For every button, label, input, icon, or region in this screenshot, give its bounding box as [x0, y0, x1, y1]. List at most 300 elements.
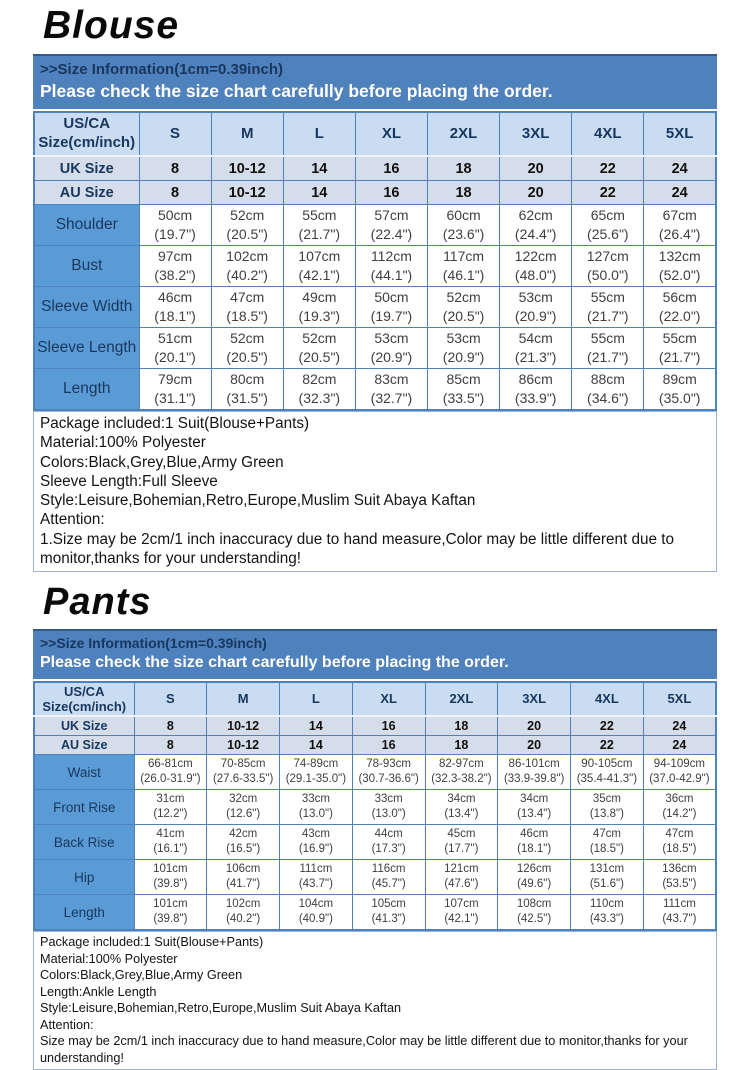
- measurement-cell: [280, 825, 353, 860]
- measurement-label: Length: [34, 369, 139, 411]
- value-cm: 97cm: [157, 248, 193, 265]
- value-cm: 35cm: [592, 793, 621, 806]
- measurement-label: Back Rise: [34, 825, 134, 860]
- measurement-cell: [139, 287, 211, 328]
- region-size-cell: 16: [355, 181, 427, 205]
- region-size-cell: 22: [571, 716, 644, 736]
- value-cm: 55cm: [662, 330, 697, 347]
- value-inch: (20.5"): [298, 349, 341, 365]
- value-inch: (22.0"): [658, 308, 701, 324]
- measurement-row: [34, 825, 716, 860]
- value-cm: 94-109cm: [653, 758, 705, 771]
- value-cm: 107cm: [444, 898, 479, 911]
- blouse-section: [33, 0, 717, 572]
- measurement-cell: [500, 246, 572, 287]
- note-line: Package included:1 Suit(Blouse+Pants): [40, 935, 264, 950]
- value-cm: 106cm: [225, 863, 261, 876]
- value-cm: 56cm: [662, 289, 697, 306]
- value-cm: 70-85cm: [220, 758, 266, 771]
- measurement-label: Shoulder: [34, 205, 139, 246]
- measurement-cell: [280, 895, 353, 931]
- value-cm: 105cm: [371, 898, 406, 911]
- measurement-cell: [352, 895, 425, 931]
- size-header-cell: 5XL: [643, 682, 716, 716]
- value-cm: 101cm: [153, 898, 188, 911]
- pants-size-table: [33, 681, 717, 931]
- table-header-row: [34, 682, 716, 716]
- region-size-cell: 16: [355, 156, 427, 181]
- size-header-cell: 2XL: [428, 112, 500, 156]
- region-size-cell: 18: [425, 736, 498, 755]
- measurement-cell: [207, 895, 280, 931]
- measurement-cell: [207, 790, 280, 825]
- region-size-cell: 8: [134, 716, 207, 736]
- value-inch: (40.2"): [226, 267, 268, 283]
- value-cm: 52cm: [302, 330, 337, 347]
- value-cm: 33cm: [301, 793, 330, 806]
- measurement-cell: [134, 895, 207, 931]
- measurement-cell: [572, 369, 644, 411]
- value-inch: (43.7"): [298, 878, 333, 891]
- value-cm: 86-101cm: [508, 758, 560, 771]
- note-line: Colors:Black,Grey,Blue,Army Green: [40, 968, 243, 983]
- measurement-cell: [355, 369, 427, 411]
- measurement-cell: [139, 328, 211, 369]
- measurement-cell: [280, 790, 353, 825]
- measurement-cell: [280, 755, 353, 790]
- value-inch: (26.4"): [658, 226, 701, 242]
- value-cm: 53cm: [518, 289, 553, 306]
- measurement-label: Bust: [34, 246, 139, 287]
- value-cm: 49cm: [302, 289, 337, 306]
- size-header-cell: L: [280, 682, 353, 716]
- region-size-cell: 8: [139, 156, 211, 181]
- pants-section: [33, 572, 717, 1070]
- value-inch: (16.1"): [153, 843, 188, 856]
- value-cm: 136cm: [662, 863, 697, 876]
- measurement-cell: [352, 825, 425, 860]
- value-cm: 65cm: [590, 207, 625, 224]
- measurement-cell: [355, 287, 427, 328]
- value-cm: 47cm: [230, 289, 265, 306]
- region-size-label: AU Size: [34, 736, 134, 755]
- value-cm: 107cm: [298, 248, 341, 265]
- measurement-cell: [425, 825, 498, 860]
- value-inch: (18.1"): [517, 843, 552, 856]
- value-cm: 52cm: [446, 289, 481, 306]
- value-inch: (21.3"): [514, 349, 557, 365]
- measurement-cell: [428, 328, 500, 369]
- value-inch: (42.5"): [517, 913, 552, 926]
- measurement-cell: [643, 790, 716, 825]
- value-inch: (26.0-31.9"): [140, 773, 201, 786]
- note-line: Material:100% Polyester: [40, 434, 206, 452]
- measurement-cell: [352, 755, 425, 790]
- value-cm: 46cm: [520, 828, 549, 841]
- value-inch: (33.5"): [442, 390, 485, 406]
- measurement-label: Front Rise: [34, 790, 134, 825]
- value-cm: 41cm: [156, 828, 185, 841]
- measurement-cell: [207, 860, 280, 895]
- value-inch: (21.7"): [587, 308, 629, 324]
- pants-notes-block: [33, 931, 717, 1070]
- value-inch: (13.0"): [298, 808, 333, 821]
- measurement-row: [34, 246, 716, 287]
- measurement-cell: [211, 205, 283, 246]
- region-size-cell: 10-12: [207, 736, 280, 755]
- measurement-row: [34, 790, 716, 825]
- size-header-cell: S: [139, 112, 211, 156]
- value-inch: (17.3"): [371, 843, 406, 856]
- value-cm: 126cm: [516, 863, 552, 876]
- measurement-cell: [207, 755, 280, 790]
- value-inch: (43.3"): [589, 913, 624, 926]
- value-inch: (50.0"): [587, 267, 629, 283]
- value-inch: (51.6"): [589, 878, 624, 891]
- size-header-cell: M: [207, 682, 280, 716]
- value-cm: 34cm: [447, 793, 476, 806]
- value-inch: (20.1"): [154, 349, 196, 365]
- measurement-cell: [644, 328, 716, 369]
- measurement-label: Hip: [34, 860, 134, 895]
- measurement-cell: [498, 895, 571, 931]
- region-size-cell: 10-12: [207, 716, 280, 736]
- measurement-cell: [139, 205, 211, 246]
- value-cm: 108cm: [516, 898, 552, 911]
- measurement-cell: [571, 790, 644, 825]
- value-inch: (12.2"): [153, 808, 188, 821]
- measurement-cell: [283, 328, 355, 369]
- region-size-cell: 22: [572, 156, 644, 181]
- measurement-cell: [498, 755, 571, 790]
- value-cm: 36cm: [665, 793, 694, 806]
- measurement-cell: [425, 895, 498, 931]
- value-inch: (48.0"): [514, 267, 557, 283]
- value-inch: (39.8"): [153, 878, 188, 891]
- value-inch: (49.6"): [517, 878, 552, 891]
- blouse-size-table: [33, 111, 717, 411]
- size-header-cell: M: [211, 112, 283, 156]
- region-size-cell: 24: [643, 736, 716, 755]
- measurement-cell: [139, 369, 211, 411]
- value-inch: (33.9"): [514, 390, 557, 406]
- value-cm: 102cm: [226, 248, 269, 265]
- region-size-cell: 22: [572, 181, 644, 205]
- measurement-cell: [134, 790, 207, 825]
- blouse-size-info-banner: [33, 54, 717, 109]
- value-cm: 111cm: [662, 898, 696, 911]
- value-inch: (53.5"): [662, 878, 697, 891]
- measurement-cell: [207, 825, 280, 860]
- value-inch: (21.7"): [587, 349, 629, 365]
- note-line: Style:Leisure,Bohemian,Retro,Europe,Muslim Suit Abaya Kaftan: [40, 492, 476, 510]
- value-cm: 60cm: [446, 207, 481, 224]
- pants-size-info-banner: [33, 629, 717, 679]
- value-cm: 55cm: [590, 289, 625, 306]
- value-inch: (32.3"): [298, 390, 341, 406]
- size-header-cell: 5XL: [644, 112, 716, 156]
- order-notice: Please check the size chart carefully before placing the order.: [40, 654, 509, 672]
- value-cm: 79cm: [157, 371, 193, 388]
- size-header-cell: 3XL: [500, 112, 572, 156]
- value-inch: (31.1"): [154, 390, 196, 406]
- measurement-cell: [643, 755, 716, 790]
- value-cm: 122cm: [514, 248, 557, 265]
- measurement-cell: [355, 328, 427, 369]
- value-inch: (18.5"): [226, 308, 268, 324]
- value-cm: 83cm: [374, 371, 409, 388]
- measurement-cell: [355, 205, 427, 246]
- region-size-cell: 10-12: [211, 181, 283, 205]
- measurement-row: [34, 860, 716, 895]
- region-size-label: UK Size: [34, 156, 139, 181]
- measurement-cell: [643, 895, 716, 931]
- value-inch: (29.1-35.0"): [285, 773, 347, 786]
- measurement-cell: [644, 246, 716, 287]
- value-inch: (42.1"): [444, 913, 479, 926]
- measurement-cell: [425, 755, 498, 790]
- value-inch: (20.9"): [514, 308, 557, 324]
- measurement-cell: [500, 369, 572, 411]
- value-cm: 47cm: [665, 828, 694, 841]
- measurement-label: Sleeve Width: [34, 287, 139, 328]
- measurement-cell: [355, 246, 427, 287]
- value-inch: (19.7"): [154, 226, 196, 242]
- value-inch: (27.6-33.5"): [212, 773, 274, 786]
- value-inch: (13.0"): [371, 808, 406, 821]
- order-notice: Please check the size chart carefully before placing the order.: [40, 81, 553, 101]
- region-size-cell: 16: [352, 716, 425, 736]
- note-line: Attention:: [40, 1017, 94, 1032]
- measurement-cell: [352, 790, 425, 825]
- measurement-row: [34, 328, 716, 369]
- value-cm: 54cm: [518, 330, 553, 347]
- value-inch: (33.9-39.8"): [503, 773, 565, 786]
- measurement-cell: [644, 287, 716, 328]
- value-cm: 45cm: [447, 828, 476, 841]
- measurement-cell: [211, 369, 283, 411]
- measurement-cell: [500, 205, 572, 246]
- region-size-cell: 20: [498, 716, 571, 736]
- measurement-cell: [283, 246, 355, 287]
- value-inch: (16.9"): [298, 843, 333, 856]
- value-cm: 104cm: [298, 898, 334, 911]
- size-header-cell: S: [134, 682, 207, 716]
- region-size-cell: 18: [428, 181, 500, 205]
- value-cm: 117cm: [443, 248, 485, 265]
- size-header-cell: 4XL: [571, 682, 644, 716]
- value-inch: (41.3"): [371, 913, 406, 926]
- region-size-cell: 14: [280, 736, 353, 755]
- value-cm: 82cm: [302, 371, 337, 388]
- value-inch: (45.7"): [371, 878, 406, 891]
- value-inch: (14.2"): [662, 808, 697, 821]
- value-cm: 31cm: [156, 793, 185, 806]
- pants-title: Pants: [43, 581, 152, 624]
- measurement-cell: [134, 860, 207, 895]
- value-cm: 90-105cm: [581, 758, 633, 771]
- measurement-row: [34, 287, 716, 328]
- measurement-cell: [211, 246, 283, 287]
- measurement-cell: [280, 860, 353, 895]
- value-inch: (46.1"): [442, 267, 485, 283]
- region-size-cell: 20: [498, 736, 571, 755]
- measurement-cell: [134, 755, 207, 790]
- value-inch: (32.3-38.2"): [431, 773, 492, 786]
- value-inch: (34.6"): [587, 390, 629, 406]
- value-inch: (35.4-41.3"): [576, 773, 638, 786]
- measurement-cell: [643, 825, 716, 860]
- measurement-cell: [644, 369, 716, 411]
- measurement-cell: [498, 825, 571, 860]
- value-cm: 53cm: [374, 330, 409, 347]
- measurement-cell: [571, 895, 644, 931]
- measurement-cell: [283, 205, 355, 246]
- value-inch: (38.2"): [154, 267, 196, 283]
- value-cm: 121cm: [444, 863, 479, 876]
- value-cm: 78-93cm: [366, 758, 411, 771]
- measurement-cell: [572, 287, 644, 328]
- region-size-cell: 22: [571, 736, 644, 755]
- note-line: Size may be 2cm/1 inch inaccuracy due to hand measure,Color may be little different due to monitor,thanks for your understanding!: [40, 1034, 688, 1065]
- value-inch: (24.4"): [514, 226, 557, 242]
- region-size-cell: 20: [500, 156, 572, 181]
- note-line: Attention:: [40, 511, 105, 529]
- measurement-cell: [283, 287, 355, 328]
- value-inch: (17.7"): [444, 843, 479, 856]
- region-size-row: [34, 736, 716, 755]
- note-line: Material:100% Polyester: [40, 951, 178, 966]
- measurement-cell: [500, 328, 572, 369]
- value-cm: 55cm: [590, 330, 625, 347]
- note-line: Colors:Black,Grey,Blue,Army Green: [40, 453, 284, 471]
- value-inch: (16.5"): [226, 843, 261, 856]
- note-line: 1.Size may be 2cm/1 inch inaccuracy due to hand measure,Color may be little different due to monitor,thanks for your understanding!: [40, 530, 675, 567]
- region-size-cell: 8: [134, 736, 207, 755]
- blouse-title: Blouse: [43, 4, 180, 47]
- measurement-cell: [352, 860, 425, 895]
- measurement-label: Waist: [34, 755, 134, 790]
- region-size-cell: 14: [280, 716, 353, 736]
- measurement-cell: [500, 287, 572, 328]
- value-cm: 131cm: [589, 863, 625, 876]
- value-cm: 47cm: [592, 828, 621, 841]
- value-cm: 110cm: [590, 898, 624, 911]
- measurement-cell: [498, 790, 571, 825]
- region-size-cell: 18: [425, 716, 498, 736]
- value-inch: (40.2"): [226, 913, 261, 926]
- measurement-cell: [134, 825, 207, 860]
- value-inch: (21.7"): [298, 226, 341, 242]
- value-inch: (13.4"): [444, 808, 479, 821]
- note-line: Sleeve Length:Full Sleeve: [40, 472, 218, 490]
- measurement-row: [34, 205, 716, 246]
- measurement-cell: [211, 287, 283, 328]
- region-size-cell: 16: [352, 736, 425, 755]
- region-size-cell: 14: [283, 156, 355, 181]
- blouse-notes-block: [33, 411, 717, 572]
- region-size-row: [34, 156, 716, 181]
- value-cm: 82-97cm: [439, 758, 484, 771]
- value-cm: 66-81cm: [148, 758, 193, 771]
- value-cm: 51cm: [157, 330, 193, 347]
- value-cm: 33cm: [374, 793, 403, 806]
- value-cm: 116cm: [371, 863, 406, 876]
- measurement-cell: [428, 287, 500, 328]
- value-inch: (31.5"): [226, 390, 268, 406]
- value-cm: 32cm: [229, 793, 258, 806]
- measurement-label: Sleeve Length: [34, 328, 139, 369]
- value-cm: 52cm: [230, 330, 265, 347]
- measurement-cell: [498, 860, 571, 895]
- size-header-cell: 2XL: [425, 682, 498, 716]
- value-cm: 57cm: [374, 207, 409, 224]
- region-size-cell: 24: [644, 181, 716, 205]
- corner-header-cell: US/CA Size(cm/inch): [34, 682, 134, 716]
- value-inch: (20.5"): [226, 349, 268, 365]
- note-line: Style:Leisure,Bohemian,Retro,Europe,Muslim Suit Abaya Kaftan: [40, 1001, 402, 1016]
- measurement-cell: [428, 246, 500, 287]
- corner-header-cell: US/CA Size(cm/inch): [34, 112, 139, 156]
- value-inch: (37.0-42.9"): [649, 773, 710, 786]
- value-cm: 132cm: [658, 248, 701, 265]
- region-size-label: UK Size: [34, 716, 134, 736]
- value-cm: 112cm: [370, 248, 412, 265]
- value-cm: 127cm: [586, 248, 629, 265]
- value-inch: (40.9"): [298, 913, 333, 926]
- value-cm: 111cm: [299, 863, 333, 876]
- value-cm: 80cm: [230, 371, 265, 388]
- value-inch: (18.5"): [662, 843, 697, 856]
- value-cm: 102cm: [225, 898, 261, 911]
- value-inch: (13.8"): [589, 808, 624, 821]
- region-size-cell: 24: [643, 716, 716, 736]
- value-cm: 101cm: [153, 863, 188, 876]
- value-cm: 34cm: [520, 793, 549, 806]
- value-inch: (41.7"): [226, 878, 261, 891]
- value-inch: (23.6"): [442, 226, 485, 242]
- note-line: Length:Ankle Length: [40, 984, 157, 999]
- region-size-cell: 18: [428, 156, 500, 181]
- region-size-row: [34, 181, 716, 205]
- value-inch: (13.4"): [517, 808, 552, 821]
- measurement-row: [34, 895, 716, 931]
- value-cm: 46cm: [157, 289, 193, 306]
- size-header-cell: 3XL: [498, 682, 571, 716]
- measurement-cell: [425, 790, 498, 825]
- size-header-cell: XL: [355, 112, 427, 156]
- value-inch: (20.9"): [370, 349, 413, 365]
- value-inch: (42.1"): [298, 267, 341, 283]
- value-cm: 88cm: [590, 371, 625, 388]
- value-cm: 50cm: [374, 289, 409, 306]
- measurement-cell: [428, 205, 500, 246]
- value-inch: (25.6"): [587, 226, 629, 242]
- region-size-cell: 20: [500, 181, 572, 205]
- measurement-label: Length: [34, 895, 134, 931]
- value-cm: 67cm: [662, 207, 697, 224]
- measurement-cell: [283, 369, 355, 411]
- value-cm: 85cm: [446, 371, 481, 388]
- measurement-cell: [643, 860, 716, 895]
- size-header-cell: 4XL: [572, 112, 644, 156]
- measurement-cell: [571, 755, 644, 790]
- measurement-cell: [644, 205, 716, 246]
- size-info-label: >>Size Information(1cm=0.39inch): [40, 635, 267, 652]
- value-cm: 89cm: [662, 371, 697, 388]
- measurement-cell: [572, 205, 644, 246]
- region-size-cell: 8: [139, 181, 211, 205]
